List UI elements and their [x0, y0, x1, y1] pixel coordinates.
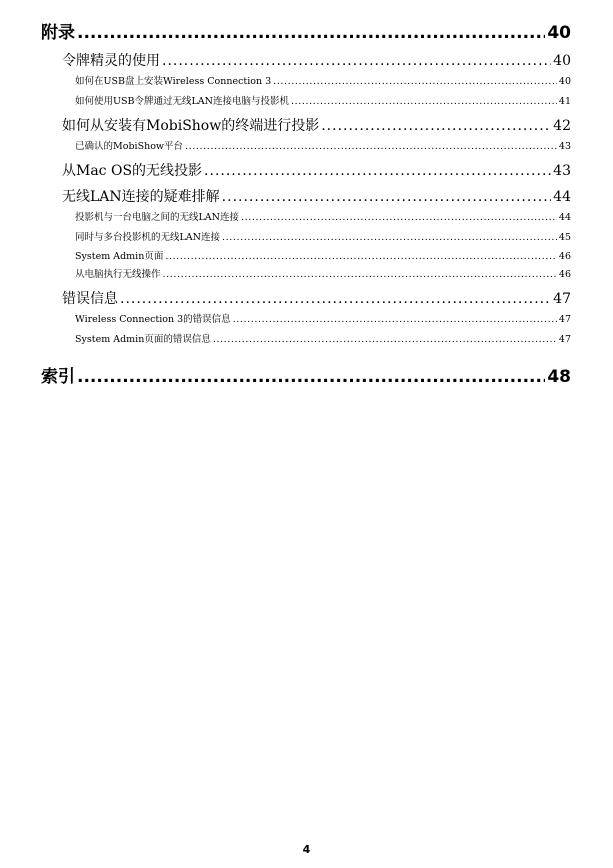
dot-leader — [77, 23, 545, 43]
toc-entry-title: 附录 — [41, 23, 75, 43]
toc-entry-title: 已确认的MobiShow平台 — [75, 141, 184, 152]
toc-entry-title: 令牌精灵的使用 — [62, 53, 160, 69]
toc-entry-page: 43 — [558, 141, 571, 152]
toc-entry-title: 投影机与一台电脑之间的无线LAN连接 — [75, 212, 239, 223]
toc-entry-section[interactable] — [62, 160, 571, 180]
toc-entry-page: 40 — [558, 76, 571, 87]
toc-entry-title: System Admin页面 — [75, 251, 164, 262]
toc-entry-title: 从电脑执行无线操作 — [75, 269, 161, 280]
toc-entry-title: 索引 — [41, 367, 75, 387]
dot-leader — [120, 291, 551, 307]
dot-leader — [213, 334, 557, 345]
toc-entry-subsection[interactable] — [75, 229, 571, 243]
page-number: 4 — [302, 843, 311, 856]
toc-entry-page: 44 — [558, 212, 571, 223]
toc-entry-page: 42 — [553, 118, 571, 134]
dot-leader — [233, 314, 557, 325]
toc-entry-page: 43 — [553, 163, 571, 179]
dot-leader — [204, 163, 551, 179]
toc-entry-title: Wireless Connection 3的错误信息 — [75, 314, 231, 325]
toc-entry-subsection[interactable] — [75, 331, 571, 345]
toc-entry-page: 40 — [547, 23, 571, 43]
toc-entry-page: 41 — [558, 96, 571, 107]
toc-entry-index[interactable] — [41, 362, 571, 387]
toc-entry-section[interactable] — [62, 50, 571, 70]
toc-entry-subsection[interactable] — [75, 248, 571, 262]
toc-entry-subsection[interactable] — [75, 209, 571, 223]
toc-entry-page: 47 — [558, 334, 571, 345]
dot-leader — [241, 212, 557, 223]
toc-entry-title: 从Mac OS的无线投影 — [62, 163, 203, 179]
toc-entry-section[interactable] — [62, 115, 571, 135]
toc-entry-section[interactable] — [62, 186, 571, 206]
dot-leader — [165, 251, 557, 262]
toc-entry-page: 48 — [547, 367, 571, 387]
dot-leader — [273, 76, 557, 87]
toc-entry-appendix[interactable] — [41, 18, 571, 43]
toc-entry-title: 如何使用USB令牌通过无线LAN连接电脑与投影机 — [75, 96, 289, 107]
toc-entry-title: 如何在USB盘上安装Wireless Connection 3 — [75, 76, 272, 87]
toc-entry-page: 47 — [553, 291, 571, 307]
dot-leader — [222, 232, 557, 243]
dot-leader — [162, 53, 551, 69]
toc-entry-subsection[interactable] — [75, 73, 571, 87]
toc-entry-subsection[interactable] — [75, 311, 571, 325]
dot-leader — [77, 367, 545, 387]
toc-entry-page: 47 — [558, 314, 571, 325]
toc-entry-page: 44 — [553, 189, 571, 205]
toc-entry-title: 如何从安装有MobiShow的终端进行投影 — [62, 118, 320, 134]
toc-entry-title: 同时与多台投影机的无线LAN连接 — [75, 232, 220, 243]
dot-leader — [222, 189, 552, 205]
toc-entry-page: 40 — [553, 53, 571, 69]
dot-leader — [321, 118, 551, 134]
toc-entry-subsection[interactable] — [75, 266, 571, 280]
toc-entry-title: 错误信息 — [62, 291, 118, 307]
toc-entry-title: 无线LAN连接的疑难排解 — [62, 189, 220, 205]
dot-leader — [291, 96, 557, 107]
toc-entry-page: 46 — [558, 251, 571, 262]
dot-leader — [163, 269, 557, 280]
toc-entry-title: System Admin页面的错误信息 — [75, 334, 211, 345]
toc-entry-section[interactable] — [62, 288, 571, 308]
dot-leader — [185, 141, 557, 152]
toc-entry-subsection[interactable] — [75, 138, 571, 152]
toc-entry-page: 46 — [558, 269, 571, 280]
toc-entry-subsection[interactable] — [75, 93, 571, 107]
toc-entry-page: 45 — [558, 232, 571, 243]
